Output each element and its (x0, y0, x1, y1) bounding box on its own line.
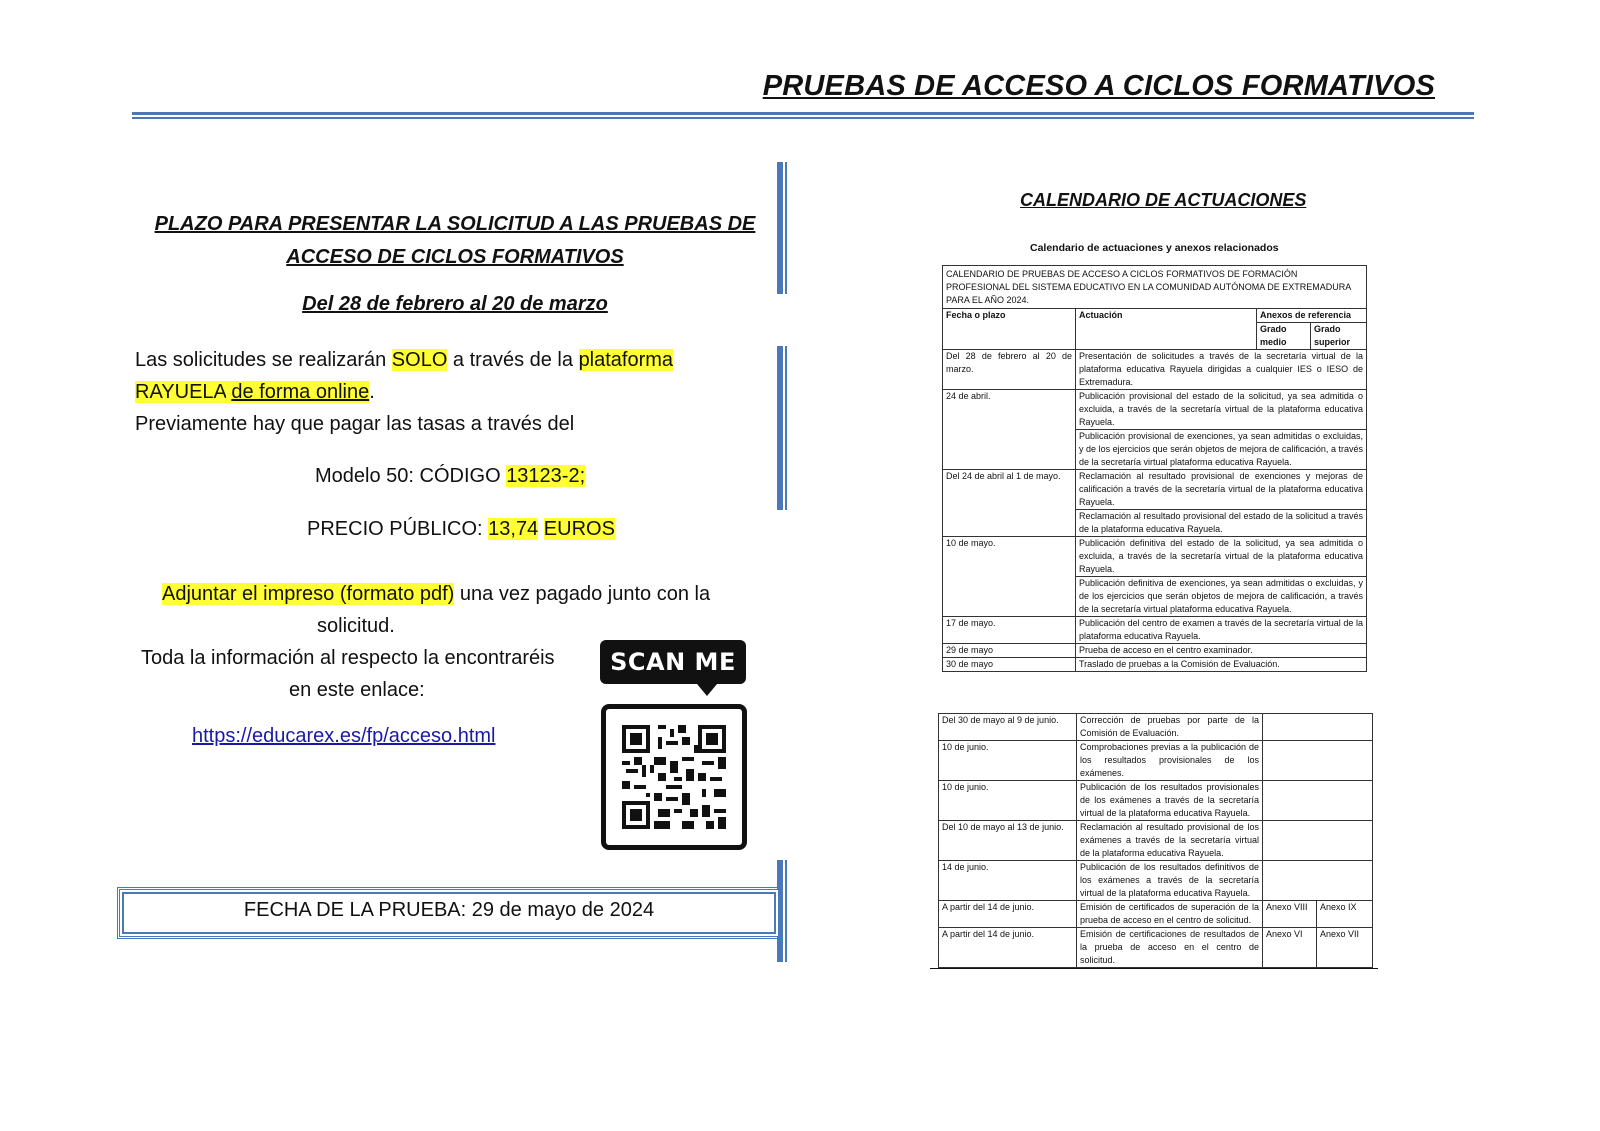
highlight-online: de forma online (231, 381, 370, 403)
application-paragraph-line1: Las solicitudes se realizarán SOLO a través de la plataforma (135, 349, 674, 371)
calendar-title: CALENDARIO DE ACTUACIONES (1020, 190, 1307, 210)
page-title: PRUEBAS DE ACCESO A CICLOS FORMATIVOS (762, 70, 1435, 102)
scan-me-badge: SCAN ME (600, 640, 746, 684)
table-bottom-rule (930, 968, 1378, 969)
table-row: 14 de junio. Publicación de los resultados definitivos de los exámenes a través de la secretaría virtual de la plataforma educativa Rayuela. (939, 861, 1373, 901)
deadline-heading (150, 208, 760, 274)
fees-paragraph: Previamente hay que pagar las tasas a través del (135, 413, 575, 435)
attach-line2: solicitud. (317, 615, 395, 637)
table-row: 29 de mayo Prueba de acceso en el centro examinador. (943, 644, 1367, 658)
calendar-subtitle: Calendario de actuaciones y anexos relacionados (1030, 242, 1279, 254)
deadline-date-range: Del 28 de febrero al 20 de marzo (302, 293, 608, 315)
table-row (943, 266, 1367, 309)
separator-bar-middle (777, 346, 783, 510)
price-currency: EUROS (543, 518, 615, 540)
exam-date: FECHA DE LA PRUEBA: 29 de mayo de 2024 (243, 899, 655, 921)
price-line: PRECIO PÚBLICO: 13,74 EUROS (307, 518, 615, 540)
calendar-table-2 (938, 713, 1373, 968)
header-grado-superior: Grado superior (1311, 323, 1367, 350)
table-row: 30 de mayo Traslado de pruebas a la Comisión de Evaluación. (943, 658, 1367, 672)
info-line2: en este enlace: (289, 679, 425, 701)
table-row: A partir del 14 de junio. Emisión de certificaciones de resultados de la prueba de acceso en el centro de solicitud. Anexo VI Anexo VII (939, 928, 1373, 968)
table-row: 10 de junio. Publicación de los resultados provisionales de los exámenes a través de la secretaría virtual de la plataforma educativa Rayuela. (939, 781, 1373, 821)
table-row: Del 10 de mayo al 13 de junio. Reclamación al resultado provisional de los exámenes a través de la secretaría virtual de la plataforma educativa Rayuela. (939, 821, 1373, 861)
modelo-code: 13123-2; (506, 465, 586, 487)
calendar-table-1 (942, 265, 1367, 672)
table-row: 17 de mayo. Publicación del centro de examen a través de la secretaría virtual de la plataforma educativa Rayuela. (943, 617, 1367, 644)
table-caption: CALENDARIO DE PRUEBAS DE ACCESO A CICLOS FORMATIVOS DE FORMACIÓN PROFESIONAL DEL SISTEMA EDUCATIVO EN LA COMUNIDAD AUTÓNOMA DE EXTREMADURA PARA EL AÑO 2024. (943, 266, 1367, 309)
highlight-attach: Adjuntar el impreso (formato pdf) (162, 583, 455, 605)
table-row: 10 de junio. Comprobaciones previas a la publicación de los resultados provisionales de los exámenes. (939, 741, 1373, 781)
deadline-heading-line2: ACCESO DE CICLOS FORMATIVOS (286, 246, 624, 268)
table-row: Del 30 de mayo al 9 de junio. Corrección de pruebas por parte de la Comisión de Evaluación. (939, 714, 1373, 741)
info-line1: Toda la información al respecto la encontraréis (141, 647, 555, 669)
header-anexos: Anexos de referencia (1257, 309, 1367, 323)
highlight-solo: SOLO (391, 349, 448, 371)
table-row: Del 24 de abril al 1 de mayo. Reclamación al resultado provisional de exenciones y mejoras de calificación a través de la secretaría virtual de la plataforma educativa Rayuela. (943, 470, 1367, 510)
qr-code-icon (622, 725, 726, 829)
table-row: Publicación provisional de exenciones, ya sean admitidas o excluidas, y de los ejercicios que serán objetos de mejora de calificación, a través de la secretaría virtual plataforma educativa Rayuela. (943, 430, 1367, 470)
price-amount: 13,74 (488, 518, 539, 540)
header-rule-secondary (132, 117, 1474, 119)
exam-date-box (117, 887, 781, 939)
scan-me-pointer (697, 684, 717, 696)
header-rule (132, 112, 1474, 115)
table-row: Del 28 de febrero al 20 de marzo. Presentación de solicitudes a través de la secretaría virtual de la plataforma educativa Rayuela dirigidas a cualquier IES o IESO de Extremadura. (943, 350, 1367, 390)
table-row: Reclamación al resultado provisional del estado de la solicitud a través de la plataforma educativa Rayuela. (943, 510, 1367, 537)
modelo-line: Modelo 50: CÓDIGO 13123-2; (315, 465, 586, 487)
header-grado-medio: Grado medio (1257, 323, 1311, 350)
application-paragraph-line2: RAYUELA de forma online. (135, 381, 375, 403)
qr-code[interactable] (601, 704, 747, 850)
table-row: A partir del 14 de junio. Emisión de certificados de superación de la prueba de acceso en el centro de solicitud. Anexo VIII Anexo IX (939, 901, 1373, 928)
highlight-rayuela: RAYUELA (135, 381, 226, 403)
table-row: 24 de abril. Publicación provisional del estado de la solicitud, ya sea admitida o excluida, a través de la secretaría virtual de la plataforma educativa Rayuela. (943, 390, 1367, 430)
table-row (943, 309, 1367, 323)
header-fecha: Fecha o plazo (943, 309, 1076, 350)
table-row: 10 de mayo. Publicación definitiva del estado de la solicitud, ya sea admitida o excluida, a través de la secretaría virtual de la plataforma educativa Rayuela. (943, 537, 1367, 577)
highlight-plataforma: plataforma (578, 349, 674, 371)
separator-bar-top (777, 162, 783, 294)
deadline-heading-line1: PLAZO PARA PRESENTAR LA SOLICITUD A LAS PRUEBAS DE (154, 213, 756, 235)
table-row: Publicación definitiva de exenciones, ya sean admitidas o excluidas, y de los ejercicios que serán objetos de mejora de calificación, a través de la secretaría virtual plataforma educativa Rayuela. (943, 577, 1367, 617)
header-actuacion: Actuación (1076, 309, 1257, 350)
attach-line1: Adjuntar el impreso (formato pdf) una vez pagado junto con la (162, 583, 711, 605)
educarex-link[interactable]: https://educarex.es/fp/acceso.html (192, 725, 496, 747)
